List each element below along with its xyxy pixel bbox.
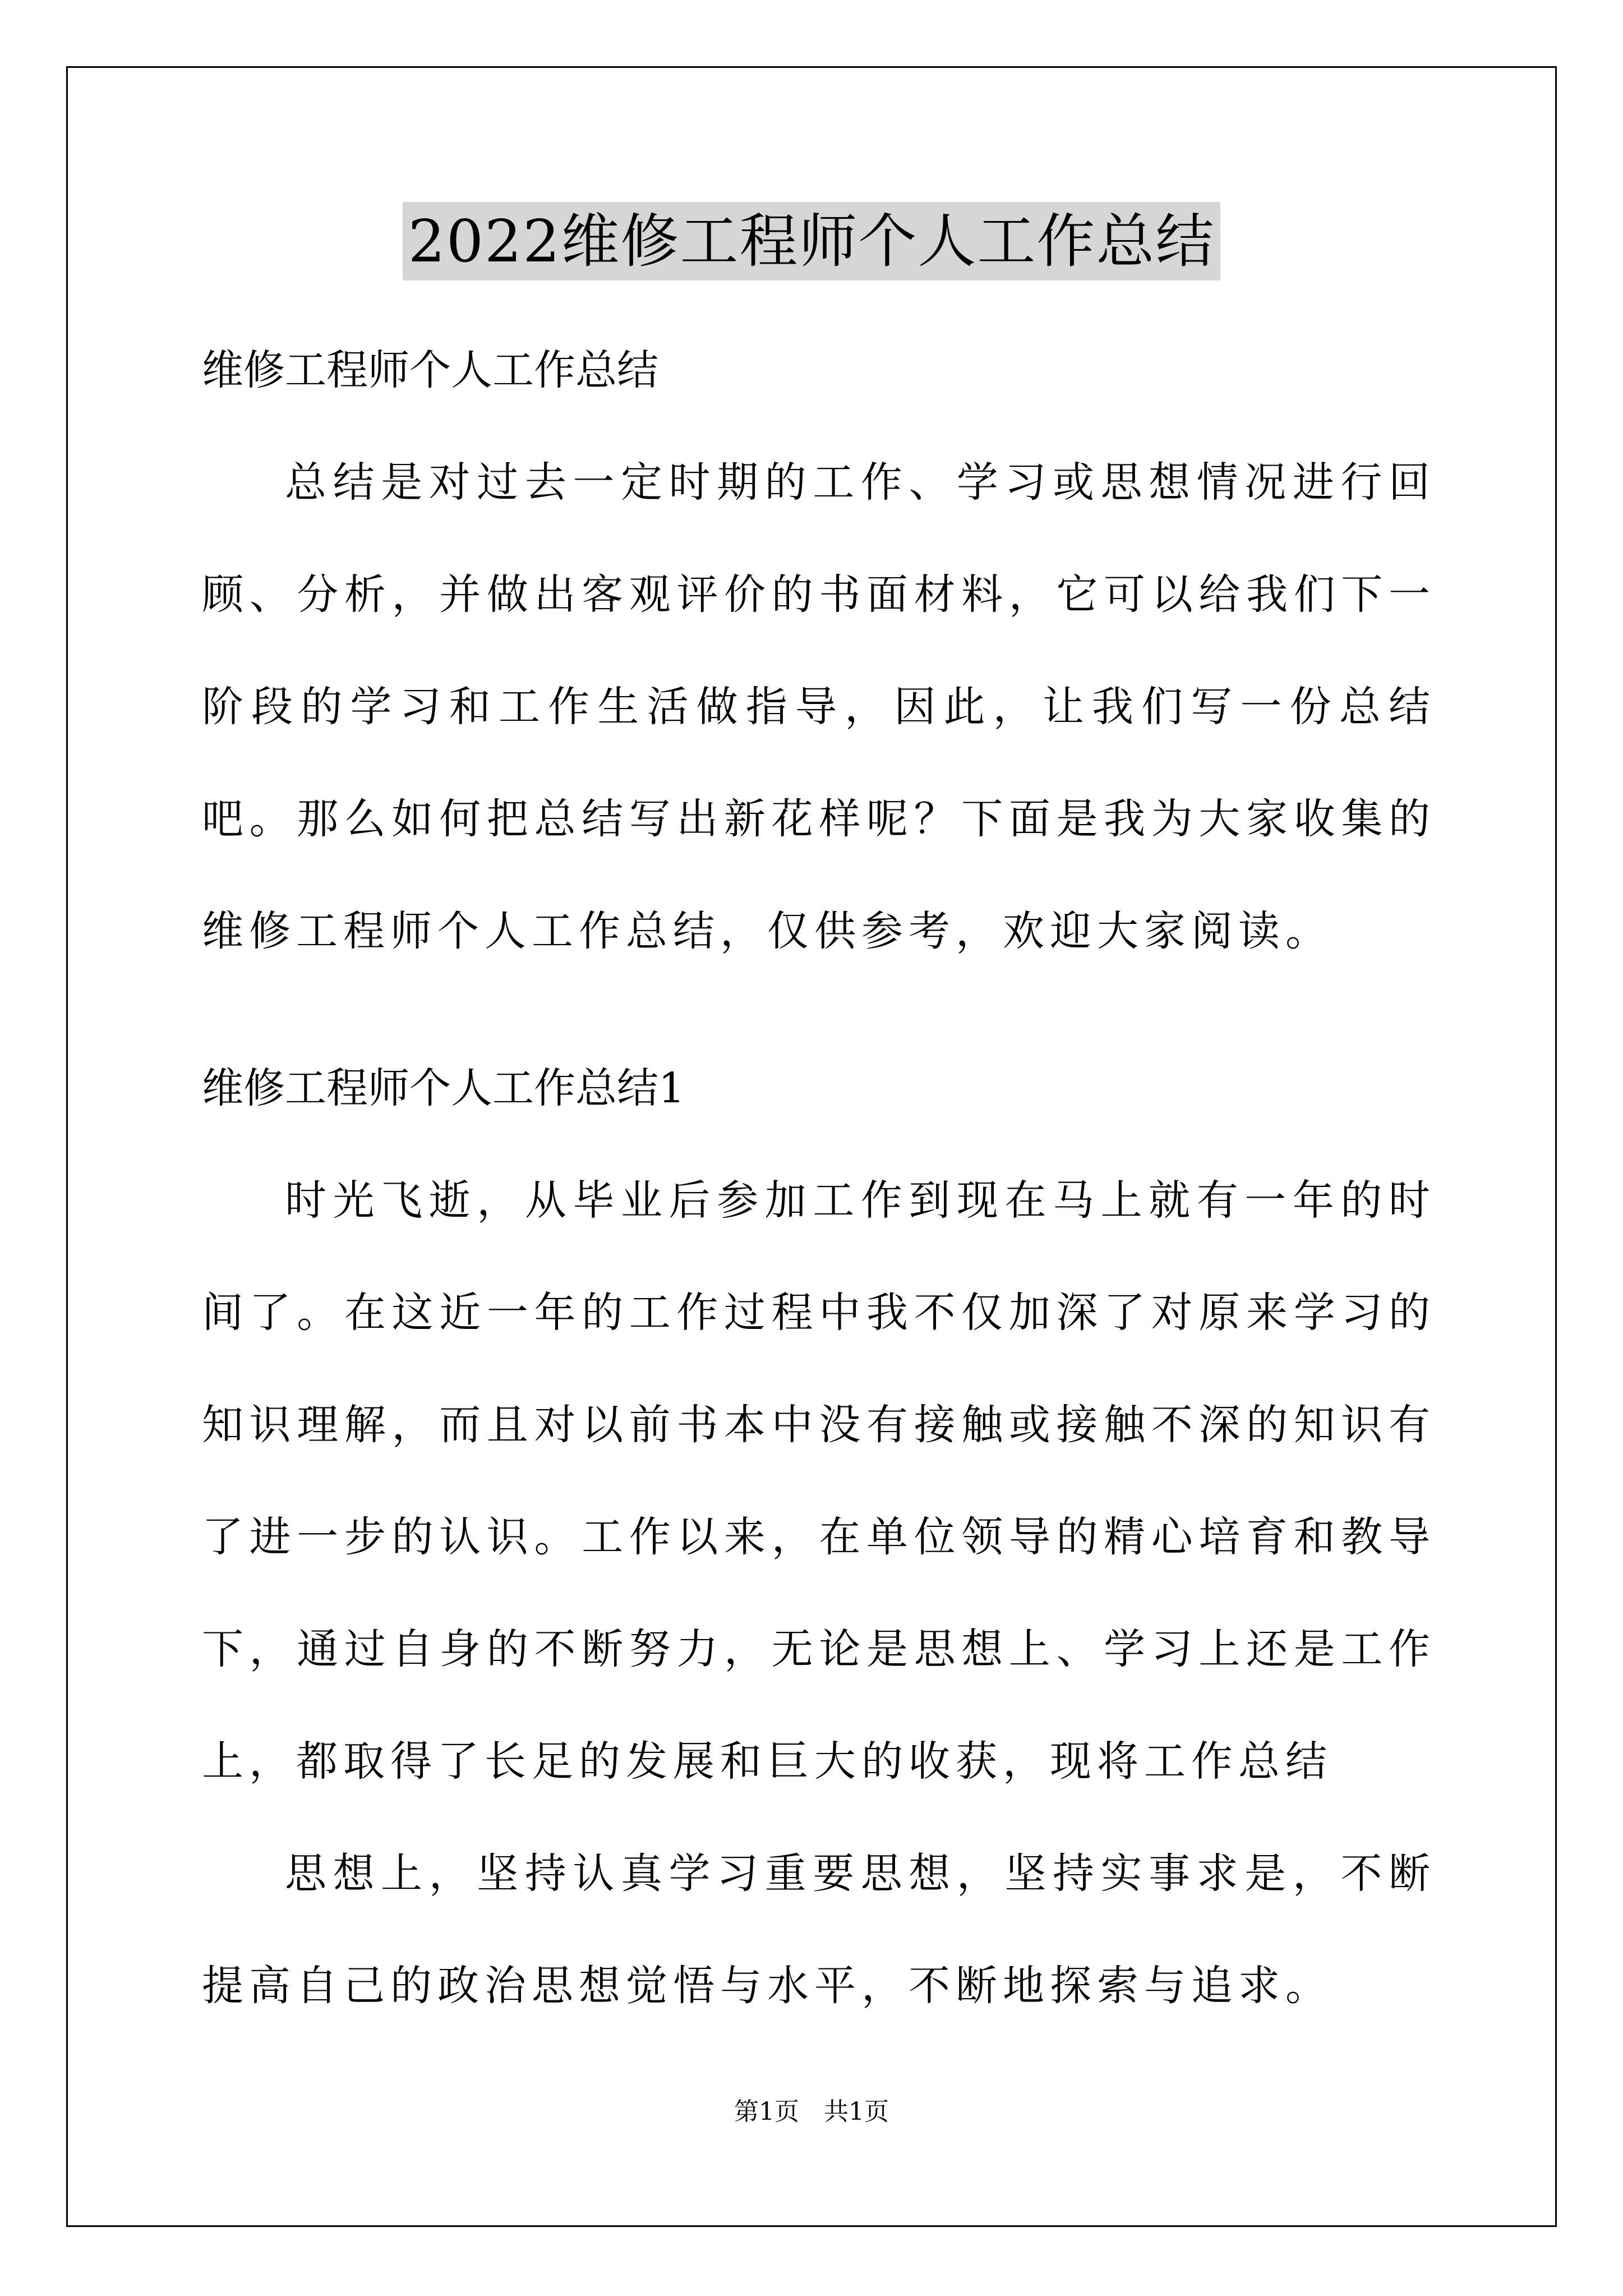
page-number: 第1页 xyxy=(734,2097,799,2126)
document-title: 2022维修工程师个人工作总结 xyxy=(403,202,1221,280)
page-total: 共1页 xyxy=(824,2097,889,2126)
section-1 xyxy=(202,1032,1436,2042)
document-subtitle: 维修工程师个人工作总结 xyxy=(202,346,658,394)
section-1-heading: 维修工程师个人工作总结1 xyxy=(202,1064,685,1112)
intro-paragraph: 总结是对过去一定时期的工作、学习或思想情况进行回顾、分析，并做出客观评价的书面材料，它可以给我们下一阶段的学习和工作生活做指导，因此，让我们写一份总结吧。那么如何把总结写出新花样呢？下面是我为大家收集的维修工程师个人工作总结，仅供参考，欢迎大家阅读。 xyxy=(202,458,1436,955)
section-1-paragraph: 思想上，坚持认真学习重要思想，坚持实事求是，不断提高自己的政治思想觉悟与水平，不断地探索与追求。 xyxy=(202,1849,1436,2010)
document-title-wrapper xyxy=(0,202,1623,280)
section-1-paragraph: 时光飞逝，从毕业后参加工作到现在马上就有一年的时间了。在这近一年的工作过程中我不仅加深了对原来学习的知识理解，而且对以前书本中没有接触或接触不深的知识有了进一步的认识。工作以来，在单位领导的精心培育和教导下，通过自身的不断努力，无论是思想上、学习上还是工作上，都取得了长足的发展和巨大的收获，现将工作总结 xyxy=(202,1176,1436,1786)
page-footer xyxy=(0,2095,1623,2129)
intro-block xyxy=(202,314,1436,987)
